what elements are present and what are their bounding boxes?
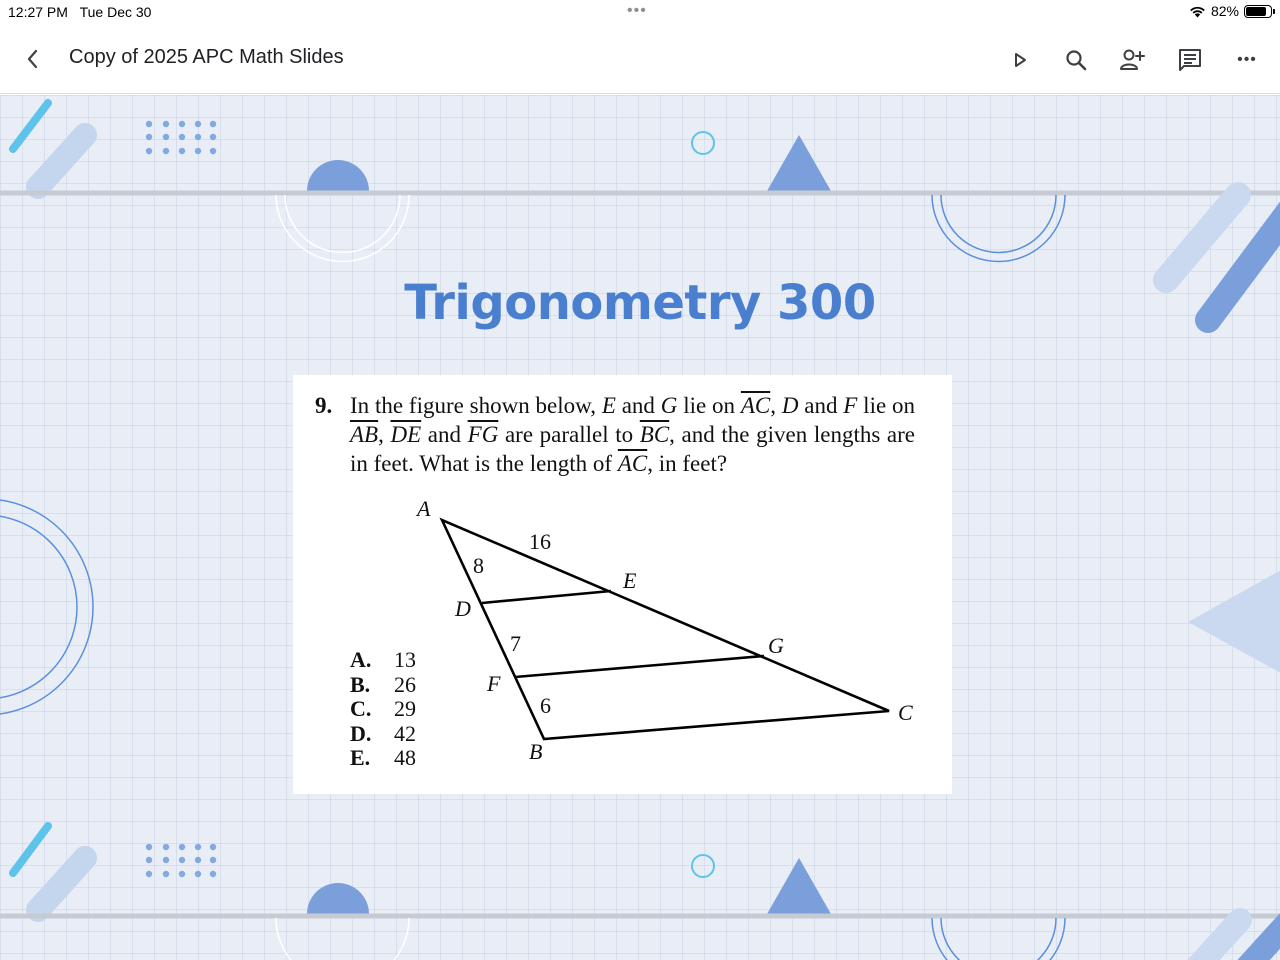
status-time xyxy=(8,4,151,20)
label-f: F xyxy=(487,671,501,696)
status-bar xyxy=(0,0,1280,24)
wifi-icon xyxy=(1189,5,1206,18)
present-button[interactable] xyxy=(1005,45,1035,75)
battery-fill xyxy=(1246,7,1266,16)
segment-de xyxy=(482,591,611,603)
battery-tip xyxy=(1273,9,1275,14)
choice-a[interactable]: A. 13 xyxy=(350,647,416,672)
more-options-button[interactable] xyxy=(1232,45,1262,75)
label-c: C xyxy=(898,700,913,725)
comments-button[interactable] xyxy=(1175,45,1205,75)
app-toolbar xyxy=(0,24,1280,94)
length-ad: 8 xyxy=(473,553,484,578)
choice-c[interactable]: C. 29 xyxy=(350,696,416,721)
slide-canvas[interactable] xyxy=(0,95,1280,960)
question-card xyxy=(293,375,952,794)
label-b: B xyxy=(529,739,543,764)
question-body: In the figure shown below, E and G lie on $\overline{AC}$, D and F lie on $\overline{AB}$, $\overline{DE}$ and $\overline{FG}$ are parallel to $\overline{BC}$, and the given lengths are in feet. What is the length of $\overline{AC}$, in feet? xyxy=(350,393,916,476)
label-a: A xyxy=(417,496,431,521)
battery-icon xyxy=(1244,5,1272,18)
share-button[interactable] xyxy=(1117,45,1147,75)
more-icon: ••• xyxy=(1237,51,1257,68)
multitask-dots[interactable]: ••• xyxy=(627,2,647,19)
search-icon xyxy=(1064,48,1088,72)
add-person-icon xyxy=(1118,48,1146,72)
label-d: D xyxy=(455,596,471,621)
label-e: E xyxy=(623,568,637,593)
play-icon xyxy=(1011,51,1029,69)
chevron-left-icon xyxy=(26,49,40,69)
status-right xyxy=(1189,3,1272,19)
battery-percent: 82% xyxy=(1210,3,1239,19)
clock-time: 12:27 PM xyxy=(8,4,68,20)
segment-fg xyxy=(515,656,764,677)
search-button[interactable] xyxy=(1061,45,1091,75)
label-g: G xyxy=(768,633,784,658)
length-ae: 16 xyxy=(529,529,551,554)
choice-e[interactable]: E. 48 xyxy=(350,745,416,770)
choice-b[interactable]: B. 26 xyxy=(350,671,416,697)
choice-d[interactable]: D. 42 xyxy=(350,720,416,746)
clock-date: Tue Dec 30 xyxy=(79,4,152,20)
length-fb: 6 xyxy=(540,693,551,718)
comment-icon xyxy=(1177,47,1203,73)
slide-title: Trigonometry 300 xyxy=(404,275,876,331)
question-number: 9. xyxy=(315,393,333,418)
length-df: 7 xyxy=(510,631,521,656)
back-button[interactable] xyxy=(20,46,46,72)
document-title: Copy of 2025 APC Math Slides xyxy=(69,46,344,68)
triangle-abc xyxy=(442,520,889,739)
triangle-figure xyxy=(293,375,952,794)
